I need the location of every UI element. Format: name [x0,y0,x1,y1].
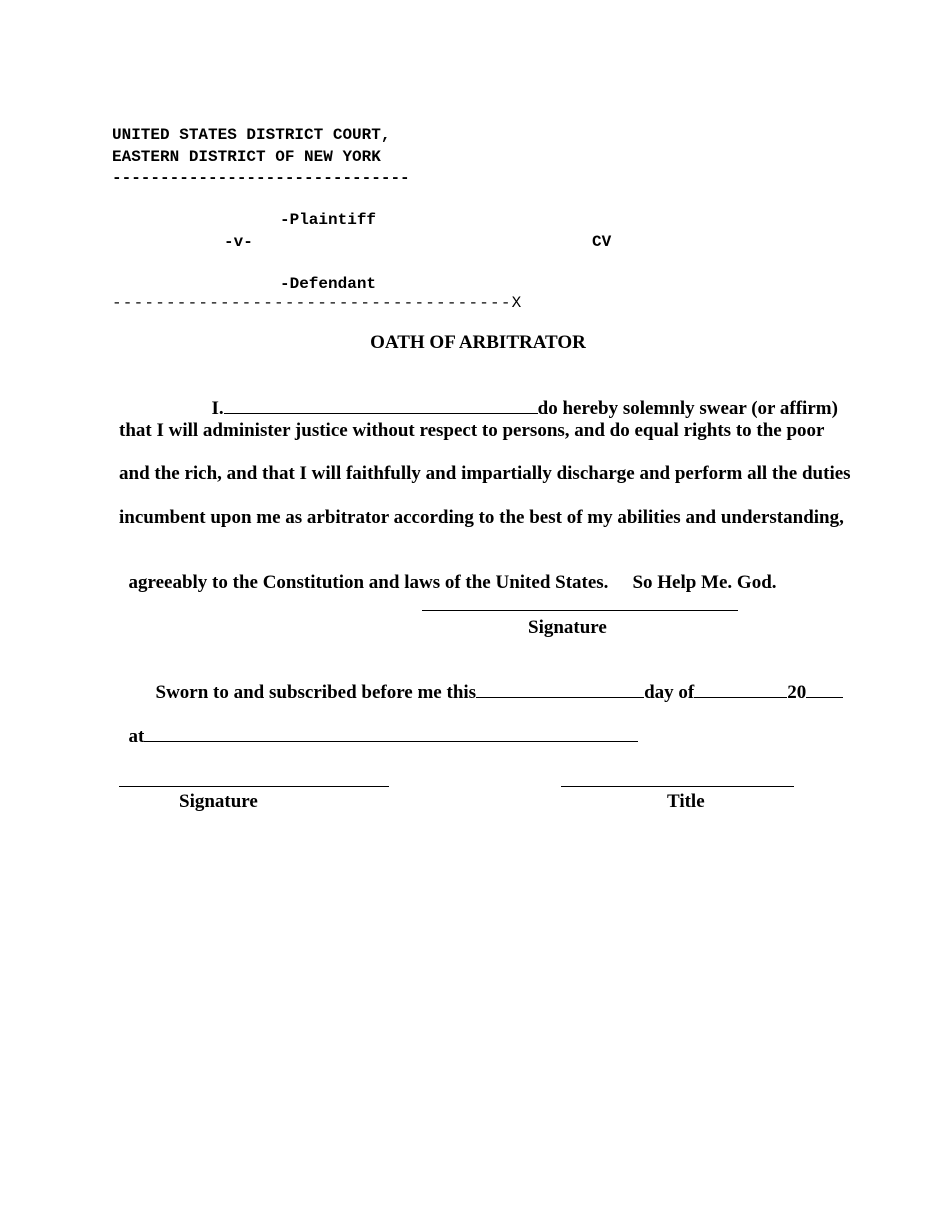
jurat-sworn-text: Sworn to and subscribed before me this [155,682,477,703]
court-name-line-2: EASTERN DISTRICT OF NEW YORK [112,148,381,166]
versus-label: -v- [224,233,253,251]
officer-signature-line[interactable] [119,786,389,787]
oath-closing: So Help Me. God. [632,572,777,593]
jurat-at: at [128,726,145,747]
arbitrator-signature-line[interactable] [422,610,738,611]
oath-line-3: and the rich, and that I will faithfully and impartially discharge and perform all the duties [119,463,851,484]
jurat-year-prefix: 20 [787,682,807,703]
court-name-line-1: UNITED STATES DISTRICT COURT, [112,126,391,144]
court-separator: ------------------------------- [112,169,410,187]
defendant-label: -Defendant [280,275,377,293]
oath-intro: I. [211,398,224,419]
officer-title-line[interactable] [561,786,794,787]
oath-line-1-end: do hereby solemnly swear (or affirm) [537,398,838,419]
oath-line-4: incumbent upon me as arbitrator according to the best of my abilities and understanding, [119,507,844,528]
month-blank[interactable] [694,696,787,698]
location-blank[interactable] [144,740,638,742]
plaintiff-label: -Plaintiff [280,211,377,229]
oath-line-1 [202,376,838,420]
jurat-line [146,660,843,704]
jurat-day-of: day of [644,682,695,703]
oath-line-5-text: agreeably to the Constitution and laws of the United States. [128,572,609,593]
document-title: OATH OF ARBITRATOR [370,332,586,353]
arbitrator-name-blank[interactable] [224,412,538,414]
case-number-prefix: CV [592,233,612,251]
officer-title-label: Title [667,791,705,812]
oath-line-2: that I will administer justice without respect to persons, and do equal rights to the poor [119,420,825,441]
location-line [119,704,638,748]
arbitrator-signature-label: Signature [528,617,607,638]
oath-line-5 [119,550,849,594]
caption-separator: -------------------------------------X [112,294,523,312]
year-blank[interactable] [806,696,843,698]
day-blank[interactable] [476,696,644,698]
officer-signature-label: Signature [179,791,258,812]
